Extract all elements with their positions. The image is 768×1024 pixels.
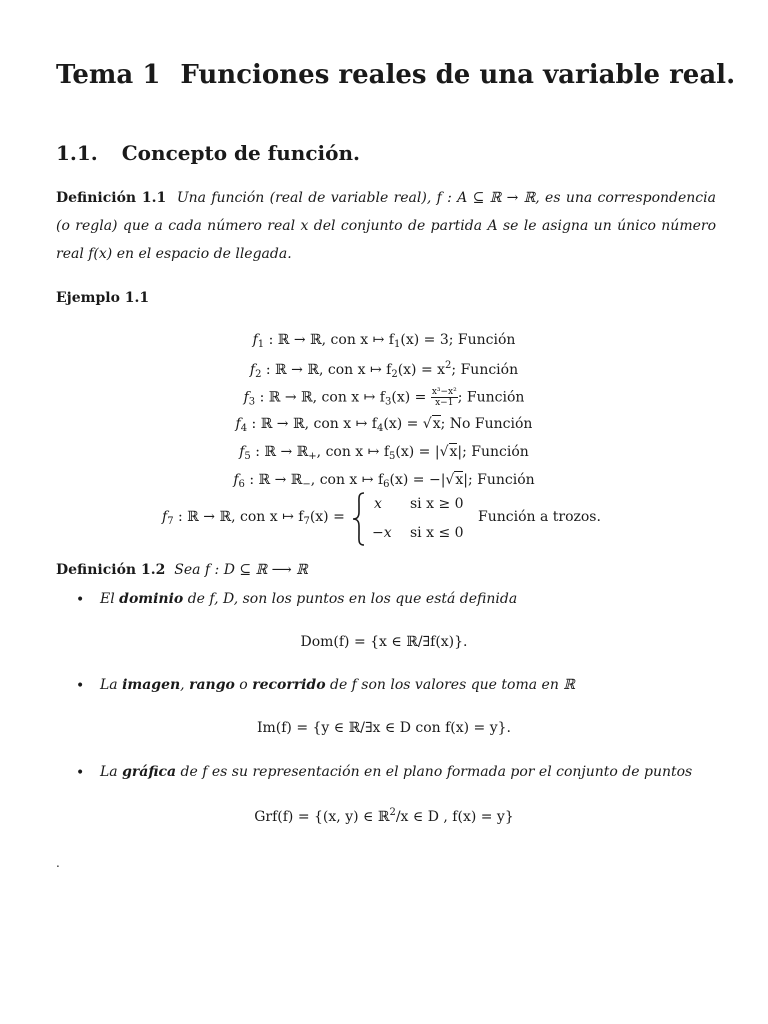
- definition-text: Sea f : D ⊆ ℝ ⟶ ℝ: [174, 562, 308, 578]
- bullet-image: La imagen, rango o recorrido de f son los valores que toma en ℝ: [100, 677, 575, 693]
- example-line-f1: $f_1$ : ℝ → ℝ, con x ↦ $f_1(x) = 3$; Función: [252, 332, 516, 350]
- section-heading: [56, 141, 360, 165]
- definition-text: Una función (real de variable real), f : A ⊆ ℝ → ℝ, es una correspondencia (o regla) que a cada número real x del conjunto de partida A se le asigna un único número real f(x) en el espacio de llegada.: [56, 190, 716, 262]
- section-number: 1.1.: [56, 141, 98, 165]
- definition-1-2: [56, 562, 308, 578]
- left-brace-icon: [352, 492, 366, 546]
- piece-value-1: x: [374, 496, 382, 512]
- formula-domain: Dom(f) = {x ∈ ℝ/∃f(x)}.: [300, 634, 468, 650]
- piece-condition-2: si x ≤ 0: [410, 525, 464, 541]
- piece-condition-1: si x ≥ 0: [410, 496, 464, 512]
- example-line-f4: $f_4$ : ℝ → ℝ, con x ↦ $f_4(x) = √x$; No Función: [235, 416, 533, 434]
- example-line-f3: $f_3$ : ℝ → ℝ, con x ↦ $f_3(x)$ = $\frac{\text{x³−x²}}{x-1}$ ; Función: [243, 387, 525, 408]
- definition-label: Definición 1.2: [56, 562, 166, 578]
- bullet-marker: •: [76, 678, 85, 694]
- example-line-f2: $f_2$ : ℝ → ℝ, con x ↦ $f_2(x) = x^2$; Función: [249, 360, 519, 380]
- formula-image: Im(f) = {y ∈ ℝ/∃x ∈ D con f(x) = y}.: [256, 720, 512, 736]
- example-label: Ejemplo 1.1: [56, 290, 150, 306]
- chapter-number: Tema 1: [56, 60, 161, 90]
- section-title: Concepto de función.: [121, 141, 360, 165]
- chapter-title: Funciones reales de una variable real.: [180, 60, 736, 90]
- piece-note: Función a trozos.: [478, 509, 601, 525]
- bullet-domain: El dominio de f, D, son los puntos en los que está definida: [100, 591, 518, 607]
- example-line-f6: $f_6$ : ℝ → ℝ$_-$, con x ↦ $f_6(x) = -|√x|$; Función: [233, 472, 535, 490]
- fraction: $\frac{\text{x³−x²}}{x-1}$: [431, 387, 457, 408]
- definition-label: Definición 1.1: [56, 190, 167, 206]
- example-line-f5: $f_5$ : ℝ → ℝ$_+$, con x ↦ $f_5(x) = |√x|$; Función: [239, 444, 529, 462]
- chapter-heading: [56, 60, 735, 90]
- trailing-dot: .: [56, 856, 60, 870]
- bullet-marker: •: [76, 592, 85, 608]
- bullet-graph: La gráfica de f es su representación en el plano formada por el conjunto de puntos: [100, 764, 693, 780]
- definition-1-1: [56, 184, 716, 268]
- bullet-marker: •: [76, 765, 85, 781]
- piece-value-2: −x: [372, 525, 392, 541]
- formula-graph: Grf(f) = {(x, y) ∈ ℝ$^2$/x ∈ D , f(x) = y}: [254, 807, 514, 825]
